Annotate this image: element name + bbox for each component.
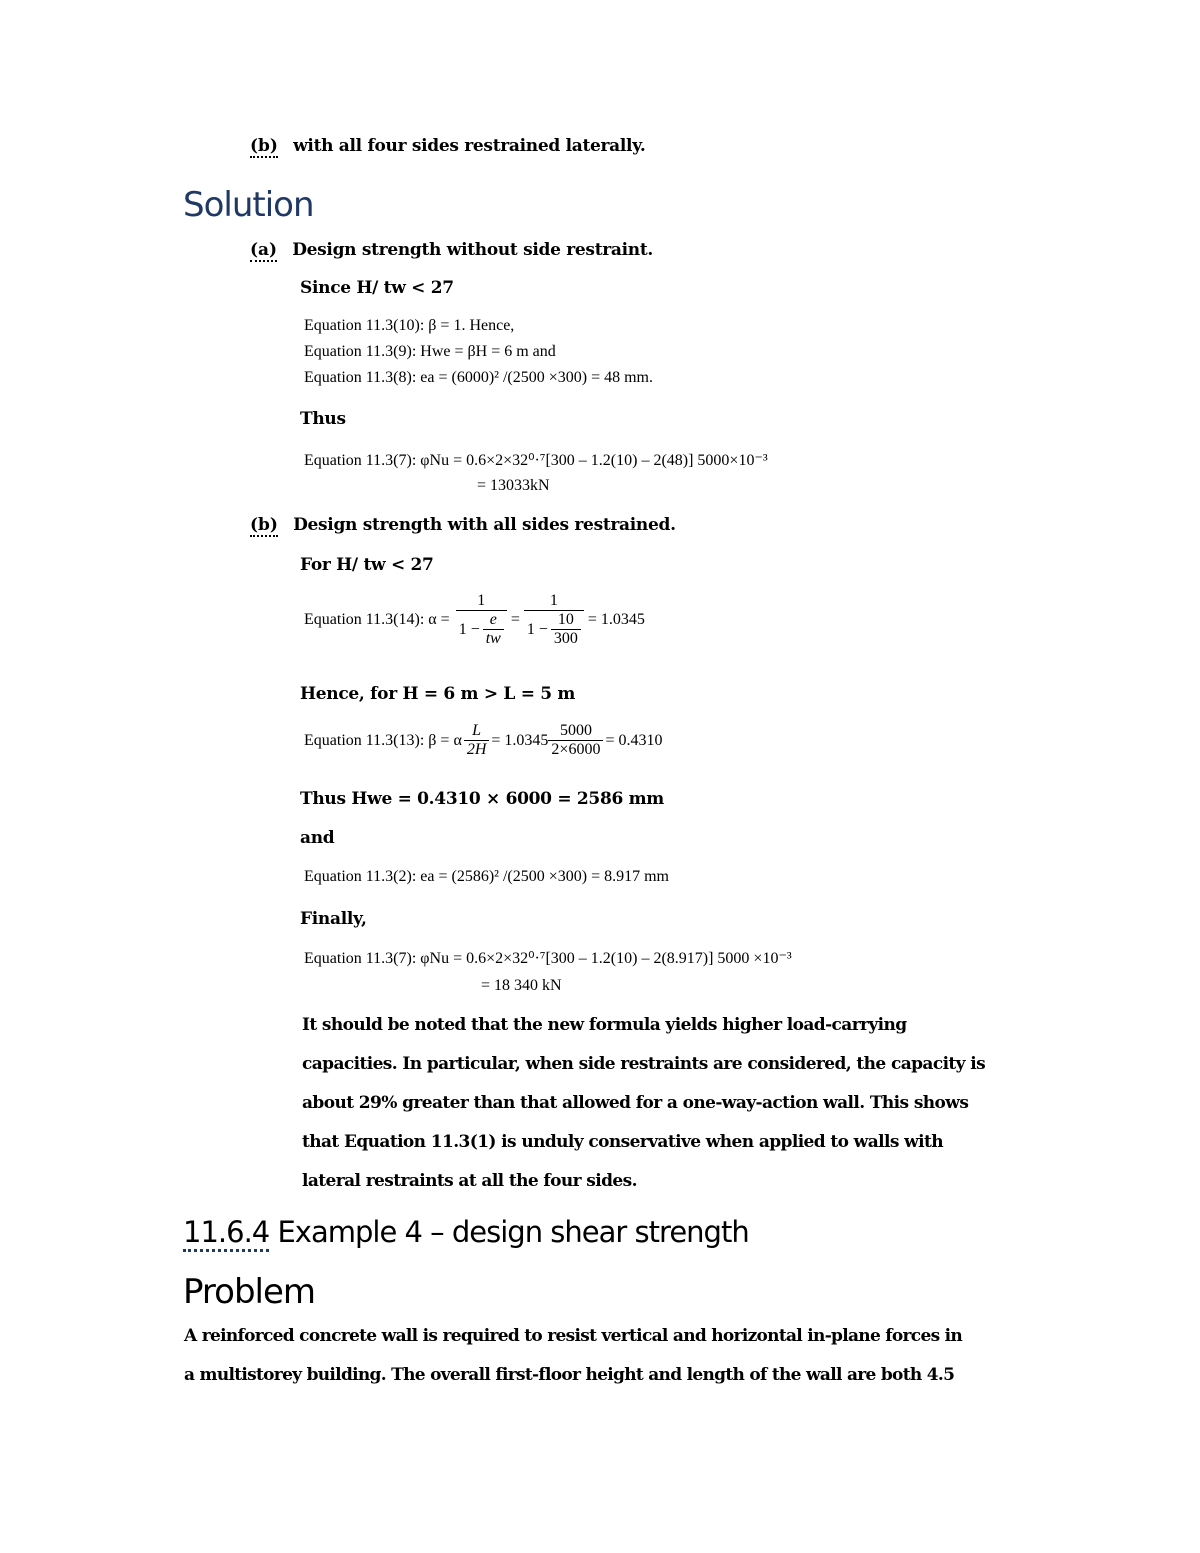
part-b-hence: Hence, for H = 6 m > L = 5 m xyxy=(300,684,576,704)
equation-middle: = 1.0345 xyxy=(491,731,549,749)
paragraph-line: lateral restraints at all the four sides. xyxy=(302,1171,637,1191)
fraction-denominator: tw xyxy=(483,629,504,648)
intro-line xyxy=(250,136,645,156)
thus-hwe: Thus Hwe = 0.4310 × 6000 = 2586 mm xyxy=(300,789,664,809)
fraction-denominator: 300 xyxy=(551,629,581,648)
solution-heading: Solution xyxy=(183,185,314,225)
part-b-for: For H/ tw < 27 xyxy=(300,555,434,575)
note-paragraph xyxy=(302,1006,985,1201)
fraction-numerator: 10 xyxy=(557,611,574,628)
equation-result: = 0.4310 xyxy=(605,731,663,749)
fraction-numerator: 5000 xyxy=(559,722,592,739)
paragraph-line: capacities. In particular, when side restraints are considered, the capacity is xyxy=(302,1054,986,1074)
fraction-numerator: L xyxy=(472,722,482,739)
denominator-prefix: 1 − xyxy=(526,620,548,638)
paragraph-line: a multistorey building. The overall first-floor height and length of the wall are both 4.5 xyxy=(184,1365,955,1385)
nested-fraction xyxy=(551,611,581,648)
equation-line: Equation 11.3(2): ea = (2586)² /(2500 ×300) = 8.917 mm xyxy=(304,868,669,885)
fraction xyxy=(464,722,490,759)
list-marker: (b) xyxy=(250,515,278,535)
fraction xyxy=(524,592,584,648)
list-marker: (a) xyxy=(250,240,278,260)
paragraph-line: about 29% greater than that allowed for a one-way-action wall. This shows xyxy=(302,1093,969,1113)
section-number: 11.6.4 xyxy=(183,1215,269,1252)
fraction-numerator: 1 xyxy=(549,592,558,609)
fraction-denominator: 2H xyxy=(464,740,490,759)
beta-equation xyxy=(304,722,662,759)
paragraph-line: It should be noted that the new formula yields higher load-carrying xyxy=(302,1015,907,1035)
problem-heading: Problem xyxy=(183,1272,316,1312)
intro-text: with all four sides restrained laterally. xyxy=(293,136,646,156)
section-title: Example 4 – design shear strength xyxy=(277,1215,749,1249)
denominator-prefix: 1 − xyxy=(458,620,480,638)
alpha-equation xyxy=(304,592,645,648)
equation-line: Equation 11.3(8): ea = (6000)² /(2500 ×300) = 48 mm. xyxy=(304,369,653,386)
fraction-numerator: 1 xyxy=(477,592,486,609)
part-b-title: Design strength with all sides restrained. xyxy=(293,515,676,535)
list-marker: (b) xyxy=(250,136,278,156)
equals-sign: = xyxy=(510,611,520,628)
fraction xyxy=(456,592,507,648)
paragraph-line: that Equation 11.3(1) is unduly conservative when applied to walls with xyxy=(302,1132,944,1152)
part-a-header xyxy=(250,240,653,260)
nested-fraction xyxy=(483,611,504,648)
fraction-denominator: 2×6000 xyxy=(548,740,603,759)
part-b-header xyxy=(250,515,676,535)
fraction-numerator: e xyxy=(489,611,497,628)
equation-label: Equation 11.3(14): α = xyxy=(304,611,450,628)
equation-line: Equation 11.3(7): φNu = 0.6×2×32⁰·⁷[300 – 1.2(10) – 2(48)] 5000×10⁻³ xyxy=(304,452,768,469)
part-b-and: and xyxy=(300,828,335,848)
fraction-denominator xyxy=(456,610,507,648)
section-heading xyxy=(183,1215,749,1249)
paragraph-line: A reinforced concrete wall is required to resist vertical and horizontal in-plane forces in xyxy=(184,1326,963,1346)
equation-line: Equation 11.3(9): Hwe = βH = 6 m and xyxy=(304,343,556,360)
fraction xyxy=(548,722,603,759)
part-a-title: Design strength without side restraint. xyxy=(292,240,654,260)
equation-result: = 18 340 kN xyxy=(481,977,562,994)
equation-result: = 1.0345 xyxy=(587,611,645,628)
equation-line: Equation 11.3(10): β = 1. Hence, xyxy=(304,317,515,334)
part-a-since: Since H/ tw < 27 xyxy=(300,278,454,298)
part-a-thus: Thus xyxy=(300,409,346,429)
part-b-finally: Finally, xyxy=(300,909,367,929)
equation-result: = 13033kN xyxy=(477,477,550,494)
problem-paragraph xyxy=(184,1317,962,1395)
equation-label: Equation 11.3(13): β = α xyxy=(304,731,462,749)
fraction-denominator xyxy=(524,610,584,648)
equation-line: Equation 11.3(7): φNu = 0.6×2×32⁰·⁷[300 – 1.2(10) – 2(8.917)] 5000 ×10⁻³ xyxy=(304,950,792,967)
